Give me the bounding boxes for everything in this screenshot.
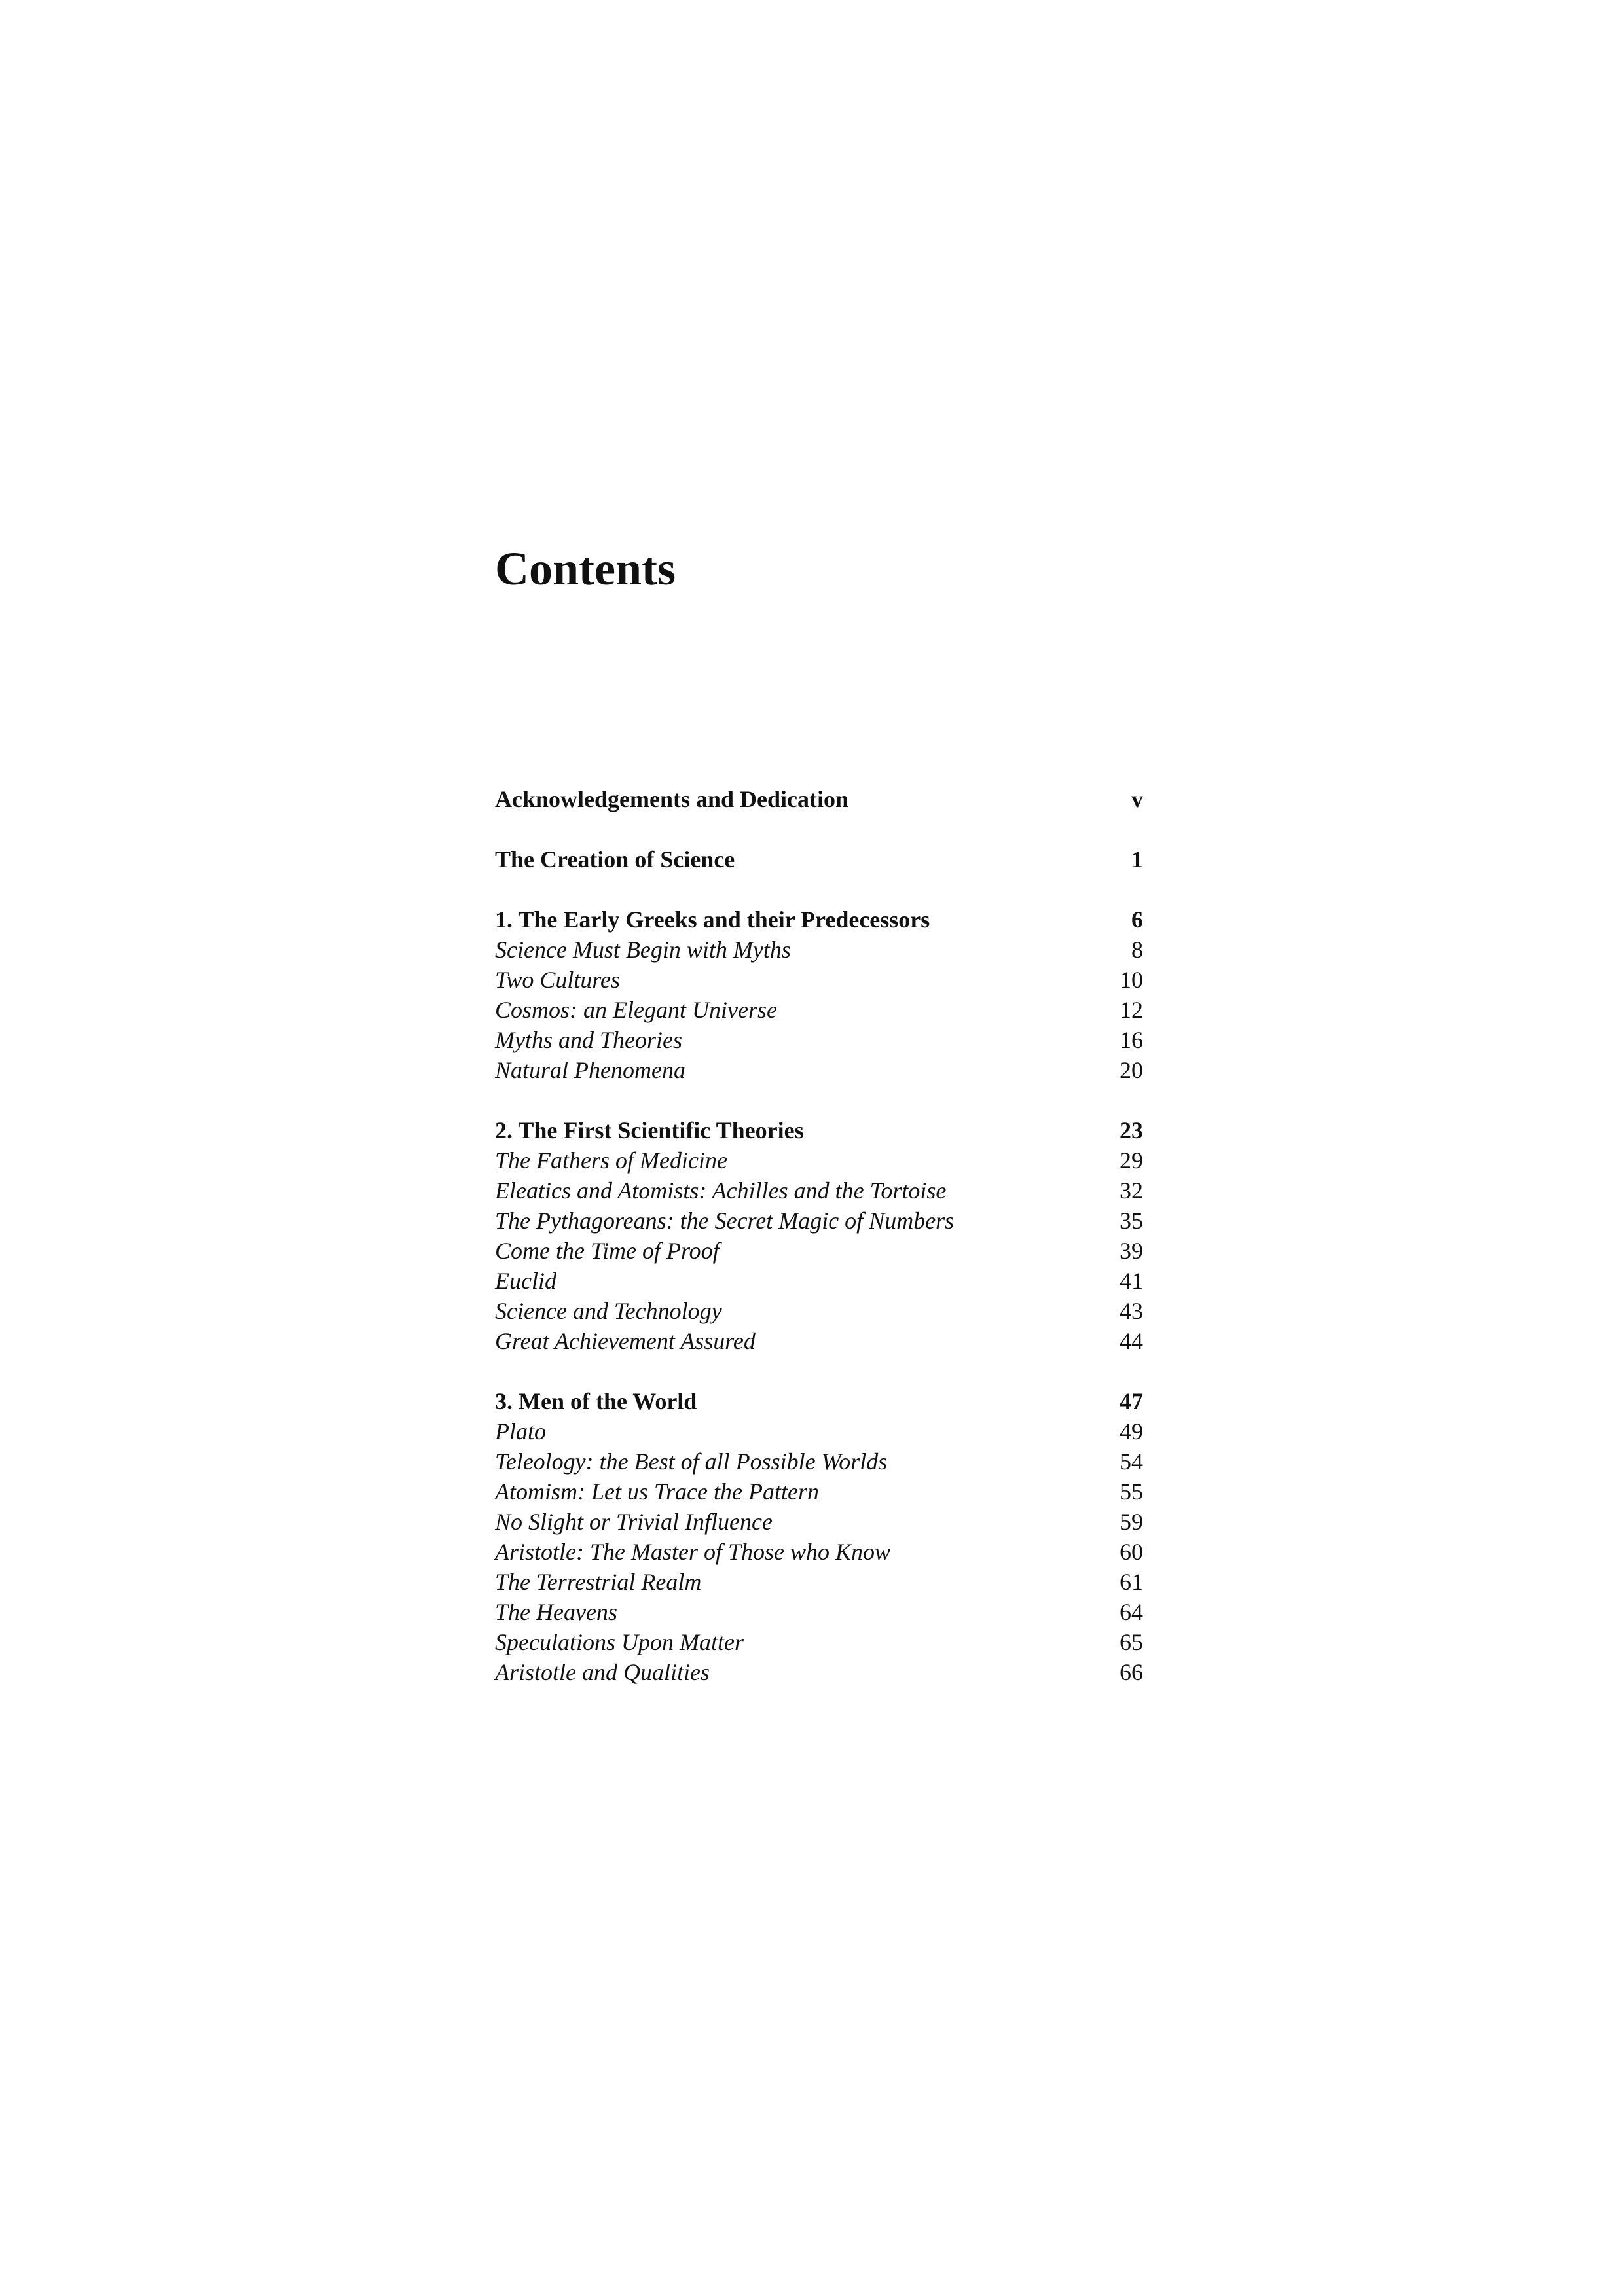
table-of-contents — [495, 784, 1143, 1717]
toc-section-page: 55 — [1120, 1479, 1143, 1505]
toc-section-label: No Slight or Trivial Influence — [495, 1509, 773, 1535]
toc-section-label: Two Cultures — [495, 967, 621, 993]
toc-entry-page: 1 — [1131, 846, 1143, 872]
toc-section-label: Speculations Upon Matter — [495, 1629, 744, 1655]
toc-section-page: 60 — [1120, 1539, 1143, 1565]
toc-entry[interactable] — [495, 784, 1143, 814]
toc-section[interactable] — [495, 1266, 1143, 1296]
toc-section[interactable] — [495, 965, 1143, 995]
toc-chapter-1 — [495, 905, 1143, 1085]
toc-section-page: 49 — [1120, 1418, 1143, 1444]
toc-section-page: 43 — [1120, 1298, 1143, 1324]
toc-section-label: Natural Phenomena — [495, 1057, 685, 1083]
toc-section-label: The Fathers of Medicine — [495, 1147, 727, 1174]
page-title: Contents — [495, 543, 676, 595]
toc-entry-page: v — [1131, 786, 1143, 812]
toc-section-label: Teleology: the Best of all Possible Worlds — [495, 1448, 888, 1475]
toc-section-page: 29 — [1120, 1147, 1143, 1174]
toc-section[interactable] — [495, 1055, 1143, 1085]
toc-section[interactable] — [495, 1416, 1143, 1446]
toc-section[interactable] — [495, 1567, 1143, 1597]
toc-chapter-2 — [495, 1115, 1143, 1356]
toc-section-page: 20 — [1120, 1057, 1143, 1083]
toc-section-page: 8 — [1131, 937, 1143, 963]
toc-section-label: Aristotle: The Master of Those who Know — [495, 1539, 891, 1565]
toc-section[interactable] — [495, 935, 1143, 965]
toc-section-page: 65 — [1120, 1629, 1143, 1655]
toc-section-page: 64 — [1120, 1599, 1143, 1625]
toc-section-label: The Pythagoreans: the Secret Magic of Numbers — [495, 1208, 955, 1234]
toc-section[interactable] — [495, 1175, 1143, 1206]
toc-entry-label: The Creation of Science — [495, 846, 735, 872]
toc-section-label: Science and Technology — [495, 1298, 722, 1324]
toc-section-label: Plato — [495, 1418, 546, 1444]
toc-section-label: Aristotle and Qualities — [495, 1659, 710, 1685]
toc-section[interactable] — [495, 1477, 1143, 1507]
toc-section[interactable] — [495, 1507, 1143, 1537]
toc-section-page: 35 — [1120, 1208, 1143, 1234]
toc-section-label: Eleatics and Atomists: Achilles and the Tortoise — [495, 1177, 947, 1204]
toc-section-page: 54 — [1120, 1448, 1143, 1475]
toc-section-page: 32 — [1120, 1177, 1143, 1204]
toc-section-page: 16 — [1120, 1027, 1143, 1053]
toc-chapter-page: 23 — [1120, 1117, 1143, 1143]
toc-section-page: 61 — [1120, 1569, 1143, 1595]
toc-section[interactable] — [495, 995, 1143, 1025]
toc-section[interactable] — [495, 1236, 1143, 1266]
toc-front-matter-acknowledgements — [495, 784, 1143, 814]
toc-section[interactable] — [495, 1025, 1143, 1055]
toc-section-page: 41 — [1120, 1268, 1143, 1294]
toc-section-page: 39 — [1120, 1238, 1143, 1264]
toc-chapter-page: 6 — [1131, 906, 1143, 933]
toc-chapter-heading[interactable] — [495, 905, 1143, 935]
toc-section-page: 10 — [1120, 967, 1143, 993]
toc-chapter-label: 3. Men of the World — [495, 1388, 697, 1414]
toc-section[interactable] — [495, 1657, 1143, 1687]
toc-section-label: Come the Time of Proof — [495, 1238, 720, 1264]
toc-chapter-page: 47 — [1120, 1388, 1143, 1414]
toc-section[interactable] — [495, 1296, 1143, 1326]
toc-section-page: 66 — [1120, 1659, 1143, 1685]
toc-section-label: Atomism: Let us Trace the Pattern — [495, 1479, 819, 1505]
toc-section[interactable] — [495, 1537, 1143, 1567]
toc-entry[interactable] — [495, 844, 1143, 874]
toc-chapter-heading[interactable] — [495, 1386, 1143, 1416]
toc-section-label: Cosmos: an Elegant Universe — [495, 997, 777, 1023]
toc-section[interactable] — [495, 1145, 1143, 1175]
toc-section-label: The Terrestrial Realm — [495, 1569, 702, 1595]
toc-section[interactable] — [495, 1597, 1143, 1627]
toc-front-matter-creation — [495, 844, 1143, 874]
toc-chapter-label: 2. The First Scientific Theories — [495, 1117, 804, 1143]
toc-section-label: Science Must Begin with Myths — [495, 937, 791, 963]
toc-entry-label: Acknowledgements and Dedication — [495, 786, 849, 812]
toc-section[interactable] — [495, 1627, 1143, 1657]
toc-section-label: Myths and Theories — [495, 1027, 682, 1053]
toc-section[interactable] — [495, 1326, 1143, 1356]
toc-section-label: Euclid — [495, 1268, 556, 1294]
toc-section-page: 44 — [1120, 1328, 1143, 1354]
toc-chapter-label: 1. The Early Greeks and their Predecessors — [495, 906, 930, 933]
toc-section-page: 59 — [1120, 1509, 1143, 1535]
toc-section-label: Great Achievement Assured — [495, 1328, 756, 1354]
toc-section-label: The Heavens — [495, 1599, 617, 1625]
toc-chapter-heading[interactable] — [495, 1115, 1143, 1145]
toc-section[interactable] — [495, 1446, 1143, 1477]
toc-section[interactable] — [495, 1206, 1143, 1236]
toc-section-page: 12 — [1120, 997, 1143, 1023]
toc-chapter-3 — [495, 1386, 1143, 1687]
